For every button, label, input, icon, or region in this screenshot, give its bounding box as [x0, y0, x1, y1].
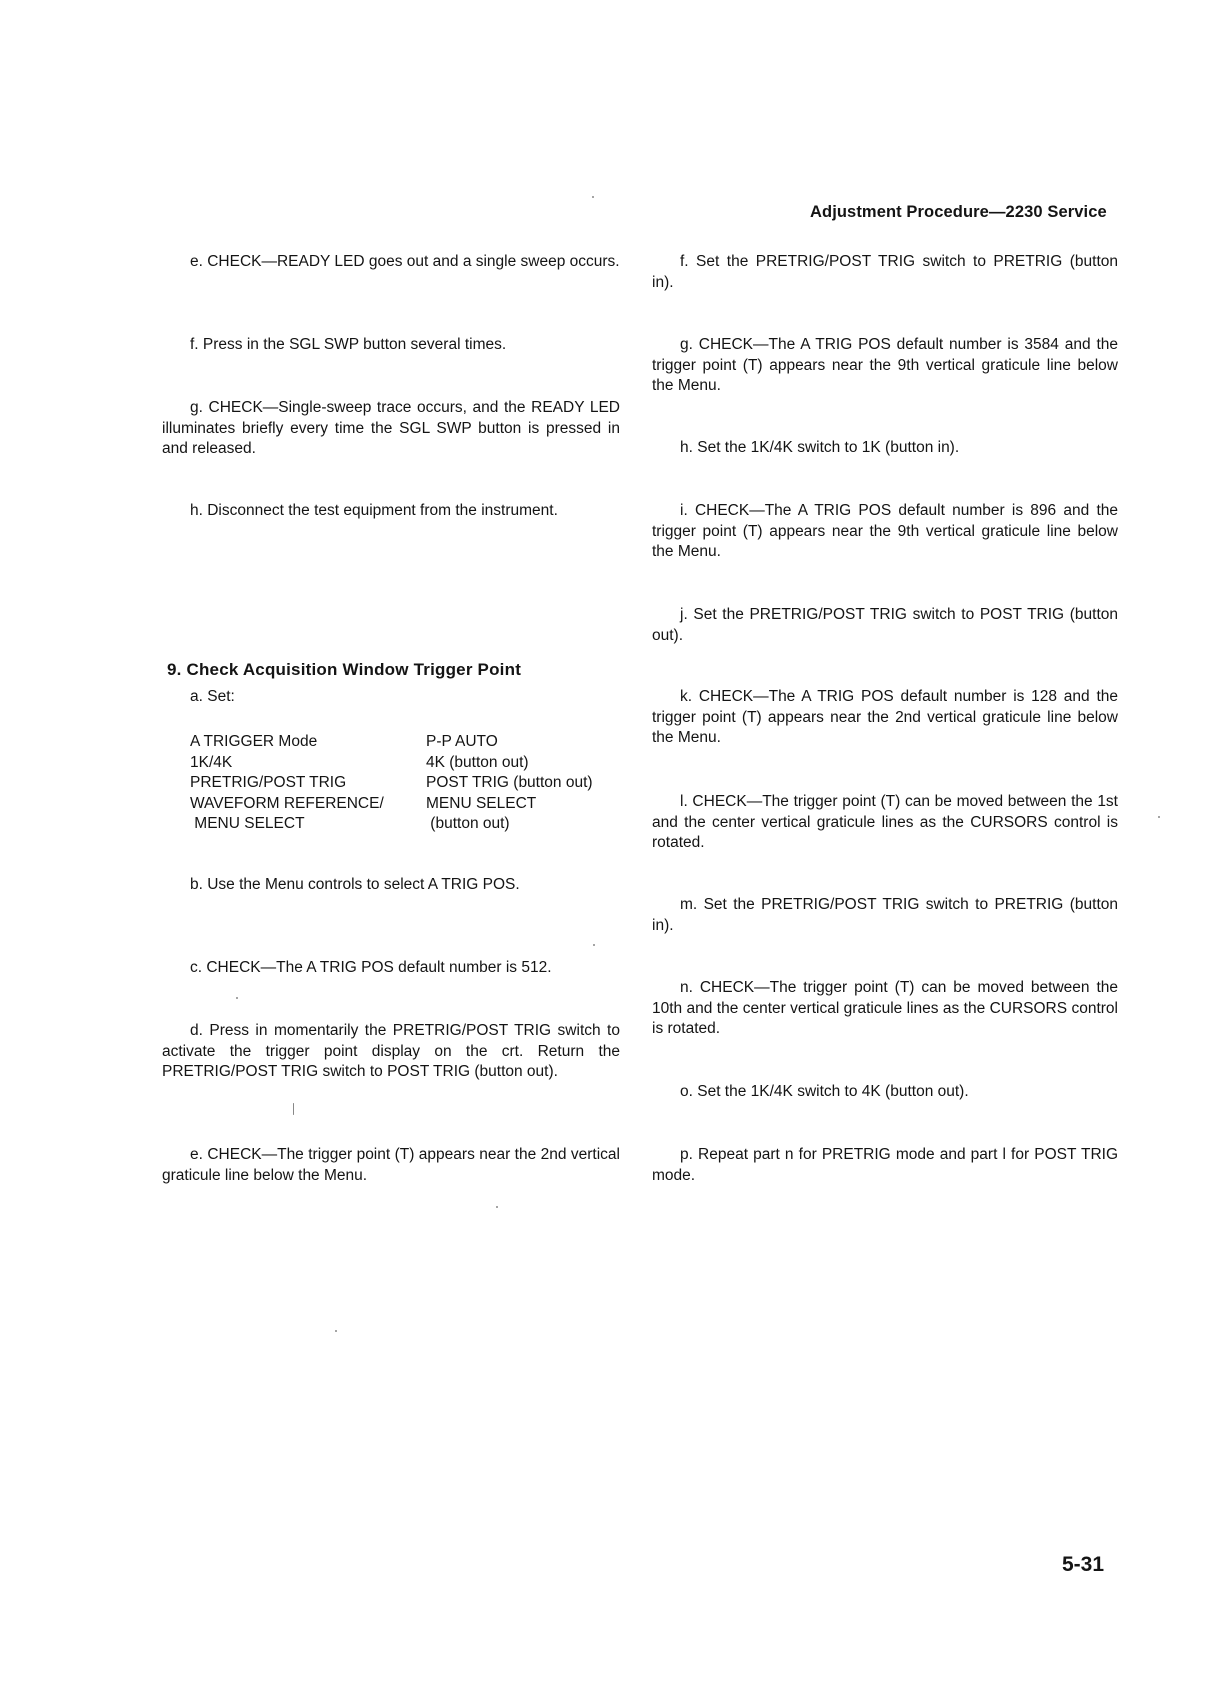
- scan-speck: [236, 997, 238, 999]
- setting-value: (button out): [426, 815, 510, 832]
- scan-speck: [592, 196, 594, 198]
- settings-table: [190, 732, 593, 835]
- settings-row: [190, 814, 593, 835]
- step-m-set-pretrig: m. Set the PRETRIG/POST TRIG switch to PRETRIG (button in).: [652, 896, 1118, 934]
- setting-value: POST TRIG (button out): [426, 774, 593, 791]
- setting-value: P-P AUTO: [426, 733, 498, 750]
- setting-name: MENU SELECT: [190, 815, 305, 832]
- step-g-single-sweep-check: g. CHECK—Single-sweep trace occurs, and the READY LED illuminates briefly every time the SGL SWP button is pressed in and released.: [162, 399, 620, 457]
- setting-name: PRETRIG/POST TRIG: [190, 774, 347, 791]
- setting-name: 1K/4K: [190, 753, 233, 771]
- step-n-cursors-10th-center: n. CHECK—The trigger point (T) can be moved between the 10th and the center vertical graticule lines as the CURSORS control is rotated.: [652, 979, 1118, 1037]
- setting-name: A TRIGGER Mode: [190, 733, 318, 750]
- step-c-default-512: c. CHECK—The A TRIG POS default number is 512.: [190, 959, 552, 976]
- step-b-select-a-trig-pos: b. Use the Menu controls to select A TRIG POS.: [190, 876, 520, 893]
- step-o-set-4k: o. Set the 1K/4K switch to 4K (button out).: [680, 1083, 969, 1100]
- step-l-cursors-1st-center: l. CHECK—The trigger point (T) can be moved between the 1st and the center vertical graticule lines as the CURSORS control is rotated.: [652, 793, 1118, 851]
- section-heading: 9. Check Acquisition Window Trigger Point: [167, 660, 522, 679]
- step-f-press-sgl-swp: f. Press in the SGL SWP button several times.: [190, 336, 507, 353]
- setting-value: 4K (button out): [426, 753, 529, 771]
- settings-row: [190, 794, 593, 815]
- step-e-trigger-point-2nd-line: e. CHECK—The trigger point (T) appears near the 2nd vertical graticule line below the Menu.: [162, 1146, 620, 1184]
- setting-value: MENU SELECT: [426, 794, 537, 812]
- scan-speck: [593, 944, 595, 946]
- setting-name: WAVEFORM REFERENCE/: [190, 794, 384, 812]
- scan-speck: [335, 1330, 337, 1332]
- settings-row: [190, 732, 593, 753]
- step-f-set-pretrig: f. Set the PRETRIG/POST TRIG switch to PRETRIG (button in).: [652, 253, 1118, 291]
- step-p-repeat: p. Repeat part n for PRETRIG mode and part l for POST TRIG mode.: [652, 1146, 1118, 1184]
- scan-speck: [496, 1206, 498, 1208]
- scan-speck: [1158, 816, 1160, 818]
- step-i-default-896: i. CHECK—The A TRIG POS default number is 896 and the trigger point (T) appears near the 9th vertical graticule line below the Menu.: [652, 502, 1118, 560]
- step-g-default-3584: g. CHECK—The A TRIG POS default number is 3584 and the trigger point (T) appears near the 9th vertical graticule line below the Menu.: [652, 336, 1118, 394]
- page-number: 5-31: [1062, 1553, 1105, 1576]
- step-e-ready-led-check: e. CHECK—READY LED goes out and a single sweep occurs.: [190, 253, 620, 270]
- step-j-set-post-trig: j. Set the PRETRIG/POST TRIG switch to POST TRIG (button out).: [652, 606, 1118, 644]
- step-h-set-1k: h. Set the 1K/4K switch to 1K (button in).: [680, 439, 960, 456]
- scan-speck: [293, 1103, 294, 1115]
- step-a-set: a. Set:: [190, 688, 235, 705]
- settings-row: [190, 753, 593, 774]
- step-k-default-128: k. CHECK—The A TRIG POS default number is 128 and the trigger point (T) appears near the 2nd vertical graticule line below the Menu.: [652, 688, 1118, 746]
- step-h-disconnect-equipment: h. Disconnect the test equipment from the instrument.: [190, 502, 558, 519]
- settings-row: [190, 773, 593, 794]
- step-d-press-pretrig: d. Press in momentarily the PRETRIG/POST TRIG switch to activate the trigger point display on the crt. Return the PRETRIG/POST TRIG switch to POST TRIG (button out).: [162, 1022, 620, 1080]
- running-header: Adjustment Procedure—2230 Service: [810, 203, 1107, 221]
